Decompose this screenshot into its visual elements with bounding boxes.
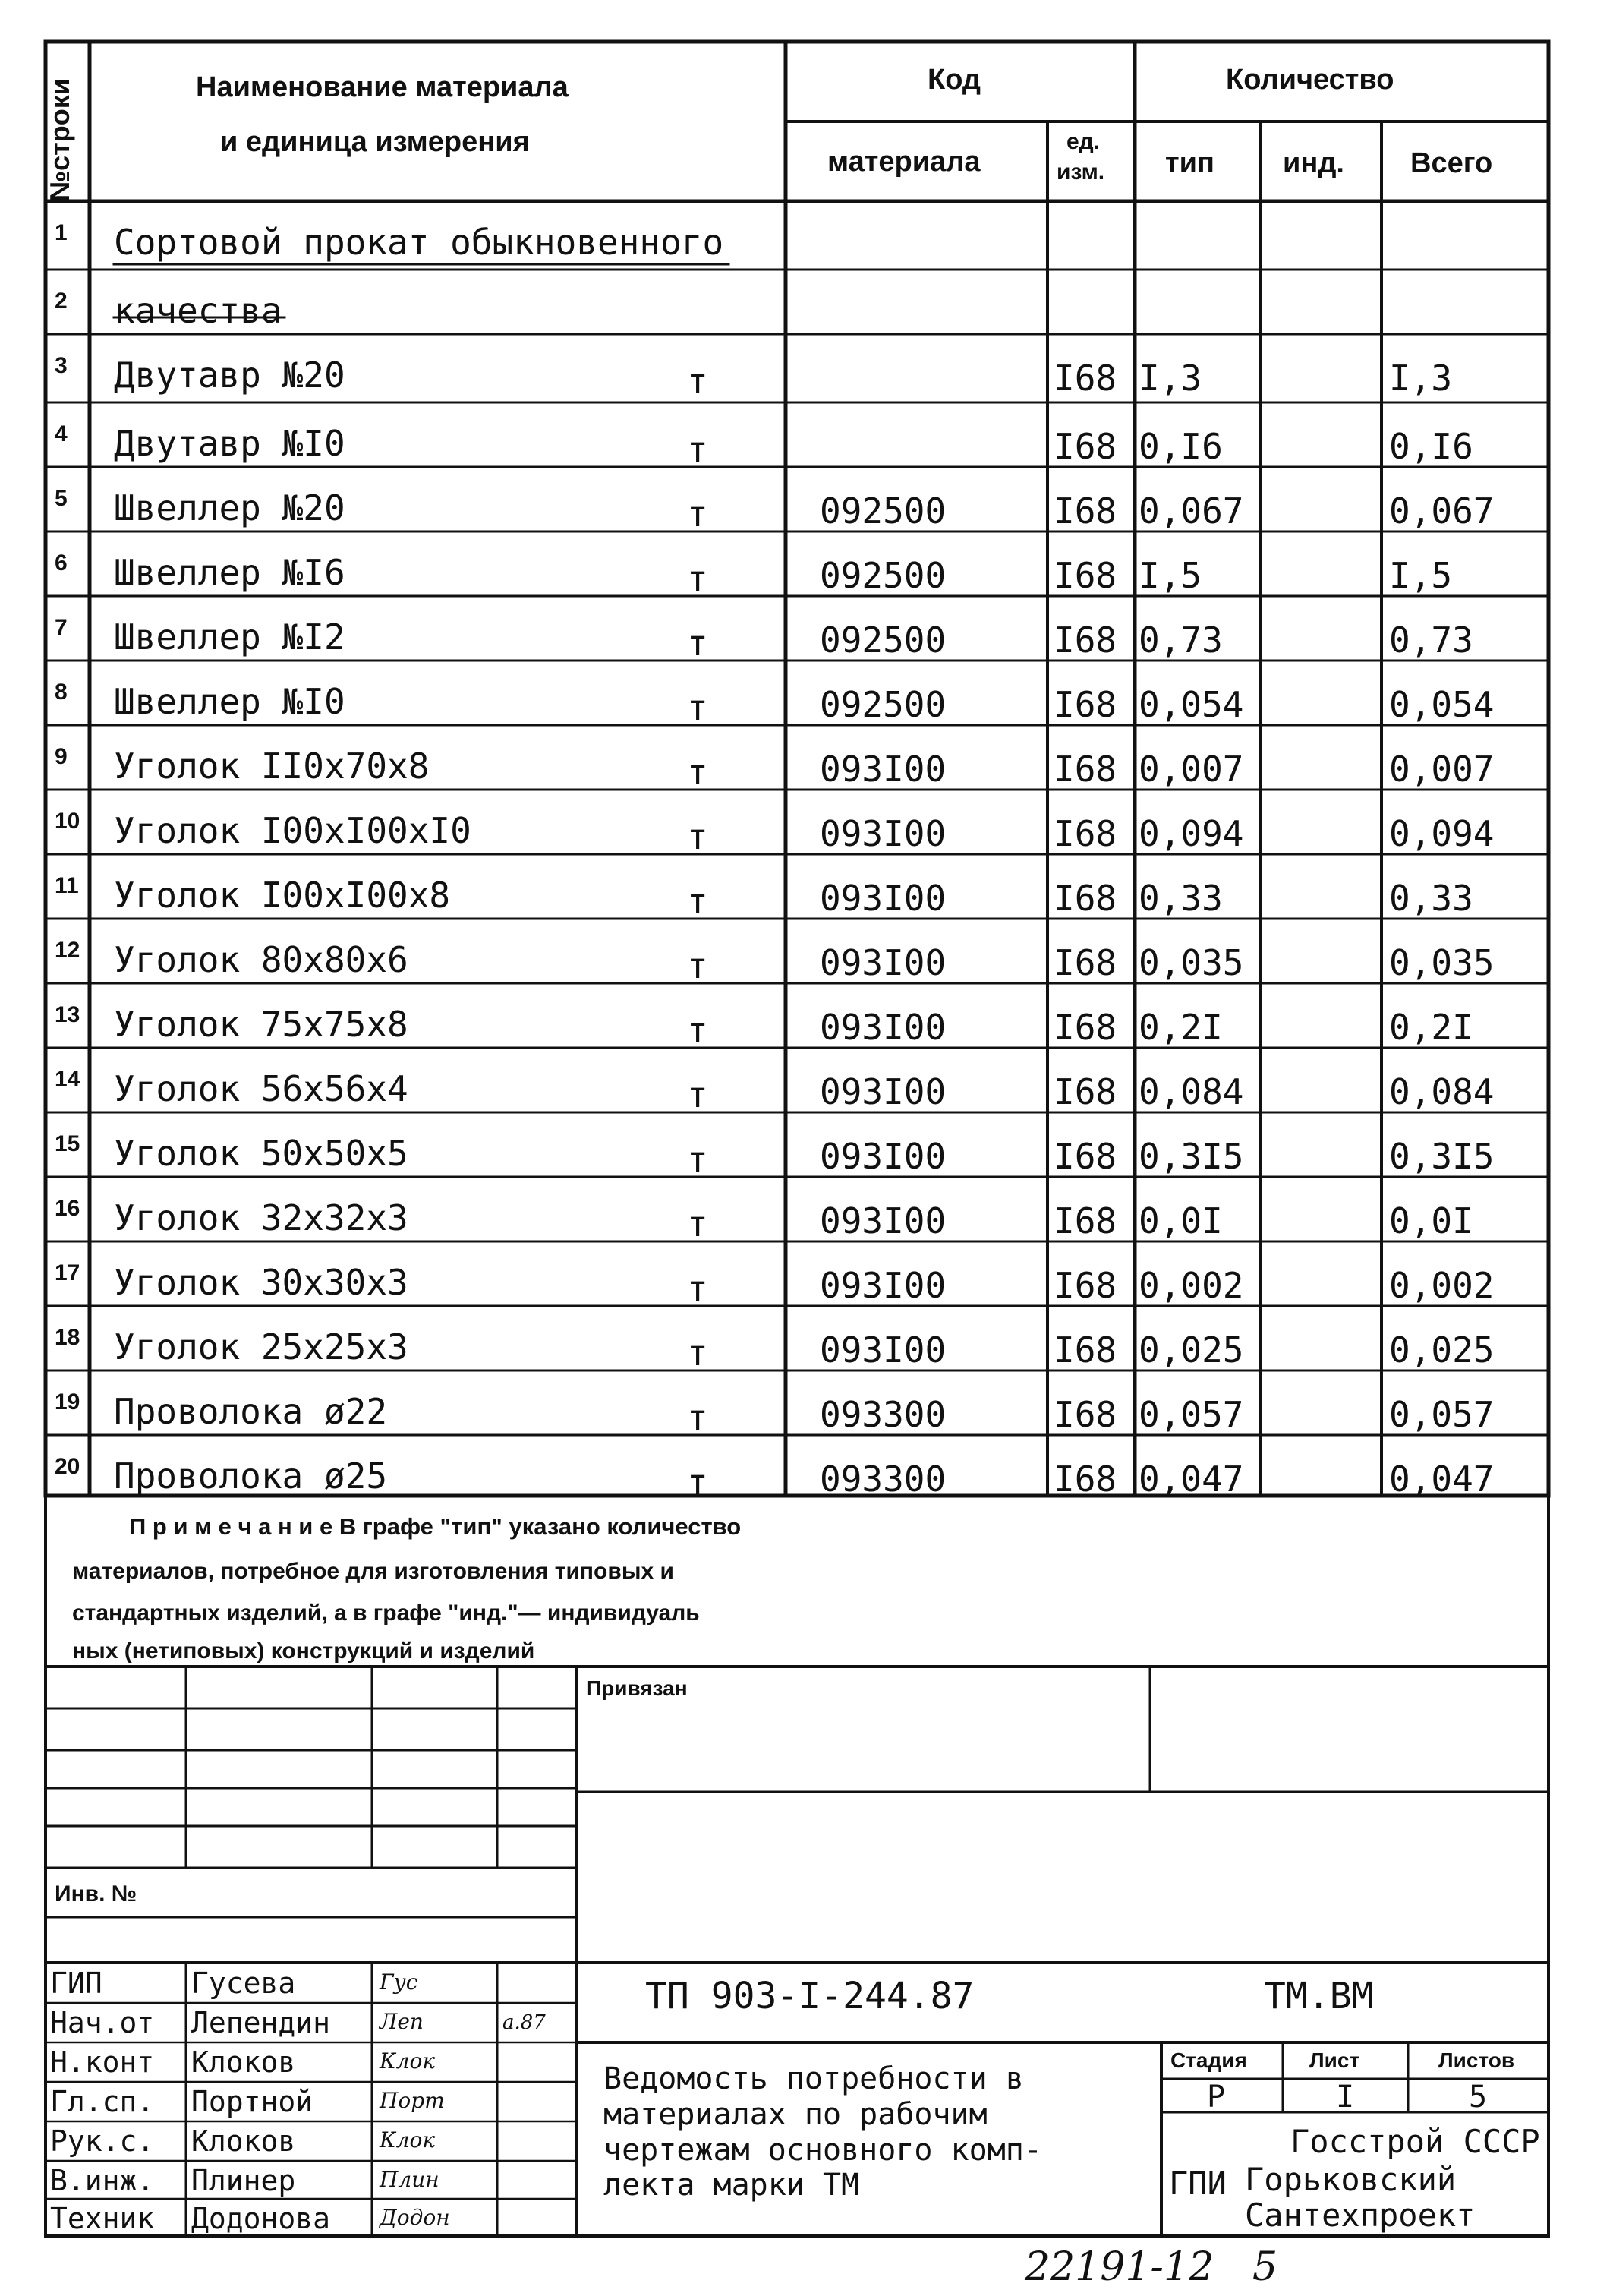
row-number: 10	[55, 809, 80, 834]
quantity-total: 0,067	[1389, 490, 1495, 531]
unit-code: I68	[1054, 813, 1117, 854]
signatory-role: Нач.от	[50, 2006, 155, 2039]
material-code: 092500	[820, 620, 947, 661]
quantity-total: 0,33	[1389, 878, 1473, 919]
unit-of-measure: т	[687, 945, 708, 986]
stage-value: Р	[1207, 2080, 1226, 2115]
unit-of-measure: т	[687, 1462, 708, 1503]
material-code: 093I00	[820, 1007, 947, 1048]
material-code: 093I00	[820, 1200, 947, 1241]
quantity-total: 0,094	[1389, 813, 1495, 854]
name-header-line2: и единица измерения	[220, 126, 530, 158]
unit-code: I68	[1054, 1200, 1117, 1241]
material-code: 093I00	[820, 813, 947, 854]
privyazan-label: Привязан	[586, 1676, 688, 1700]
unit-code: I68	[1054, 1007, 1117, 1048]
unit-of-measure: т	[687, 1397, 708, 1438]
quantity-typ: 0,2I	[1139, 1007, 1223, 1048]
material-name: Швеллер №I2	[114, 617, 345, 658]
row-number: 16	[55, 1196, 80, 1221]
unit-code: I68	[1054, 1265, 1117, 1306]
row-number: 12	[55, 938, 80, 963]
quantity-typ: 0,I6	[1139, 426, 1223, 467]
material-code: 092500	[820, 555, 947, 596]
note-line4: ных (нетиповых) конструкций и изделий	[72, 1638, 535, 1664]
unit-of-measure: т	[687, 623, 708, 664]
signature-date: a.87	[502, 2011, 546, 2034]
material-name: Уголок I00xI00xI0	[114, 810, 471, 851]
sheets-label: Листов	[1438, 2048, 1515, 2072]
unit-header-line2: изм.	[1057, 159, 1105, 184]
quantity-typ: 0,007	[1139, 749, 1244, 790]
quantity-typ: 0,047	[1139, 1459, 1244, 1500]
material-code: 092500	[820, 490, 947, 531]
material-code: 093I00	[820, 1136, 947, 1177]
sheet-value: I	[1336, 2080, 1355, 2115]
material-name: качества	[114, 290, 282, 331]
row-number: 20	[55, 1454, 80, 1479]
material-name: Проволока ø22	[114, 1391, 388, 1432]
signatory-name: Плинер	[191, 2164, 296, 2197]
unit-code: I68	[1054, 1071, 1117, 1112]
quantity-total: 0,73	[1389, 620, 1473, 661]
organization-line2: Горьковский	[1245, 2161, 1457, 2198]
sheet-label: Лист	[1309, 2048, 1360, 2072]
material-name: Уголок 80x80x6	[114, 939, 408, 980]
unit-header-line1: ед.	[1066, 129, 1101, 154]
row-number: 5	[55, 486, 68, 511]
material-name: Уголок 25x25x3	[114, 1326, 408, 1367]
signature: Клок	[380, 2048, 436, 2074]
quantity-typ: 0,054	[1139, 684, 1244, 725]
quantity-total: 0,047	[1389, 1459, 1495, 1500]
signature: Гус	[380, 1970, 418, 1995]
unit-of-measure: т	[687, 1139, 708, 1180]
quantity-total: I,5	[1389, 555, 1453, 596]
note-lead: П р и м е ч а н и е	[129, 1513, 333, 1540]
unit-of-measure: т	[687, 429, 708, 470]
quantity-typ: 0,3I5	[1139, 1136, 1244, 1177]
row-number: 15	[55, 1131, 80, 1156]
quantity-typ: 0,035	[1139, 942, 1244, 983]
signature: Плин	[380, 2167, 439, 2192]
material-code: 093300	[820, 1394, 947, 1435]
document-title-line4: лекта марки ТМ	[603, 2168, 860, 2203]
row-number: 8	[55, 680, 68, 705]
material-name: Уголок 56x56x4	[114, 1068, 408, 1109]
material-name: Швеллер №I0	[114, 681, 345, 722]
row-number: 3	[55, 353, 68, 378]
unit-code: I68	[1054, 490, 1117, 531]
organization-line3: Сантехпроект	[1245, 2197, 1476, 2234]
quantity-total: I,3	[1389, 358, 1453, 399]
signatory-role: Гл.сп.	[50, 2085, 155, 2118]
signature: Порт	[380, 2088, 445, 2113]
quantity-typ: I,5	[1139, 555, 1202, 596]
row-number: 17	[55, 1260, 80, 1285]
stage-label: Стадия	[1170, 2048, 1247, 2072]
quantity-typ: 0,057	[1139, 1394, 1244, 1435]
material-name: Уголок 32x32x3	[114, 1197, 408, 1238]
quantity-typ: 0,084	[1139, 1071, 1244, 1112]
quantity-typ: I,3	[1139, 358, 1202, 399]
signature: Клок	[380, 2127, 436, 2152]
quantity-total: 0,057	[1389, 1394, 1495, 1435]
quantity-typ: 0,002	[1139, 1265, 1244, 1306]
row-number: 2	[55, 289, 68, 314]
material-code: 092500	[820, 684, 947, 725]
row-number: 1	[55, 220, 68, 245]
note-line1: В графе "тип" указано количество	[339, 1513, 742, 1540]
note-line2: материалов, потребное для изготовления типовых и	[72, 1559, 674, 1584]
signature: Додон	[380, 2205, 450, 2230]
unit-of-measure: т	[687, 1074, 708, 1115]
note-line3: стандартных изделий, а в графе "инд."— индивидуаль	[72, 1601, 700, 1626]
note-text-line1	[129, 1515, 741, 1538]
total-header: Всего	[1410, 147, 1493, 179]
signatory-role: Рук.с.	[50, 2124, 155, 2158]
signatory-name: Гусева	[191, 1966, 296, 2000]
quantity-total: 0,054	[1389, 684, 1495, 725]
material-code: 093I00	[820, 1329, 947, 1370]
quantity-total: 0,002	[1389, 1265, 1495, 1306]
material-name: Сортовой прокат обыкновенного	[114, 222, 724, 263]
quantity-typ: 0,067	[1139, 490, 1244, 531]
signatory-role: Техник	[50, 2202, 155, 2235]
unit-of-measure: т	[687, 361, 708, 402]
quantity-total: 0,025	[1389, 1329, 1495, 1370]
material-code: 093I00	[820, 749, 947, 790]
row-number: 13	[55, 1002, 80, 1027]
row-number: 9	[55, 744, 68, 769]
organization-line1: Госстрой СССР	[1290, 2123, 1540, 2160]
document-mark: ТМ.ВМ	[1264, 1975, 1374, 2017]
quantity-typ: 0,0I	[1139, 1200, 1223, 1241]
quantity-total: 0,035	[1389, 942, 1495, 983]
organization-prefix: ГПИ	[1169, 2165, 1227, 2202]
unit-of-measure: т	[687, 1010, 708, 1051]
material-name: Двутавр №20	[114, 355, 345, 396]
material-code: 093I00	[820, 878, 947, 919]
unit-of-measure: т	[687, 687, 708, 728]
material-code: 093I00	[820, 942, 947, 983]
row-number: 4	[55, 421, 68, 446]
unit-code: I68	[1054, 684, 1117, 725]
material-name: Швеллер №I6	[114, 552, 345, 593]
signatory-role: ГИП	[50, 1966, 102, 2000]
material-name: Уголок II0x70x8	[114, 746, 430, 787]
material-name: Уголок I00xI00x8	[114, 875, 451, 916]
unit-code: I68	[1054, 1329, 1117, 1370]
unit-code: I68	[1054, 620, 1117, 661]
quantity-typ: 0,094	[1139, 813, 1244, 854]
unit-of-measure: т	[687, 1268, 708, 1309]
signature: Леп	[380, 2009, 424, 2034]
document-title-line2: материалах по рабочим	[603, 2097, 988, 2132]
quantity-total: 0,I6	[1389, 426, 1473, 467]
page-number: 5	[1252, 2244, 1278, 2290]
material-name: Проволока ø25	[114, 1456, 388, 1496]
quantity-total: 0,007	[1389, 749, 1495, 790]
typ-header: тип	[1165, 147, 1214, 179]
unit-of-measure: т	[687, 816, 708, 857]
material-name: Двутавр №I0	[114, 423, 345, 464]
unit-code: I68	[1054, 426, 1117, 467]
document-title-line3: чертежам основного комп-	[603, 2133, 1042, 2168]
quantity-total: 0,2I	[1389, 1007, 1473, 1048]
row-number: 19	[55, 1389, 80, 1414]
row-number-header: №строки	[44, 78, 75, 201]
material-name: Швеллер №20	[114, 487, 345, 528]
material-code: 093300	[820, 1459, 947, 1500]
signatory-name: Лепендин	[191, 2006, 331, 2039]
signatory-name: Портной	[191, 2085, 313, 2118]
quantity-typ: 0,73	[1139, 620, 1223, 661]
unit-code: I68	[1054, 1459, 1117, 1500]
unit-code: I68	[1054, 749, 1117, 790]
unit-code: I68	[1054, 358, 1117, 399]
signatory-role: В.инж.	[50, 2164, 155, 2197]
ind-header: инд.	[1283, 147, 1344, 179]
unit-of-measure: т	[687, 494, 708, 535]
material-name: Уголок 30x30x3	[114, 1262, 408, 1303]
unit-code: I68	[1054, 878, 1117, 919]
unit-of-measure: т	[687, 1203, 708, 1244]
row-number: 18	[55, 1325, 80, 1350]
row-number: 14	[55, 1067, 80, 1092]
row-number: 6	[55, 550, 68, 576]
row-number: 11	[55, 873, 79, 898]
quantity-typ: 0,33	[1139, 878, 1223, 919]
quantity-total: 0,3I5	[1389, 1136, 1495, 1177]
material-code: 093I00	[820, 1071, 947, 1112]
name-header-line1: Наименование материала	[196, 71, 569, 103]
inventory-number-label: Инв. №	[55, 1881, 137, 1906]
signatory-name: Додонова	[191, 2202, 331, 2235]
unit-code: I68	[1054, 1136, 1117, 1177]
code-header: Код	[928, 64, 981, 96]
material-name: Уголок 75x75x8	[114, 1004, 408, 1045]
quantity-total: 0,084	[1389, 1071, 1495, 1112]
material-name: Уголок 50x50x5	[114, 1133, 408, 1174]
unit-code: I68	[1054, 555, 1117, 596]
unit-of-measure: т	[687, 558, 708, 599]
material-code: 093I00	[820, 1265, 947, 1306]
unit-of-measure: т	[687, 1332, 708, 1374]
unit-code: I68	[1054, 942, 1117, 983]
material-code-header: материала	[827, 146, 981, 178]
document-title-line1: Ведомость потребности в	[603, 2061, 1024, 2096]
signatory-name: Клоков	[191, 2045, 296, 2079]
signatory-role: Н.конт	[50, 2045, 155, 2079]
unit-code: I68	[1054, 1394, 1117, 1435]
unit-of-measure: т	[687, 881, 708, 922]
signatory-name: Клоков	[191, 2124, 296, 2158]
quantity-header: Количество	[1226, 64, 1394, 96]
sheets-value: 5	[1469, 2080, 1488, 2115]
quantity-typ: 0,025	[1139, 1329, 1244, 1370]
unit-of-measure: т	[687, 752, 708, 793]
project-code: ТП 903-I-244.87	[645, 1975, 975, 2017]
row-number: 7	[55, 615, 68, 640]
quantity-total: 0,0I	[1389, 1200, 1473, 1241]
document-number: 22191-12	[1025, 2244, 1214, 2290]
